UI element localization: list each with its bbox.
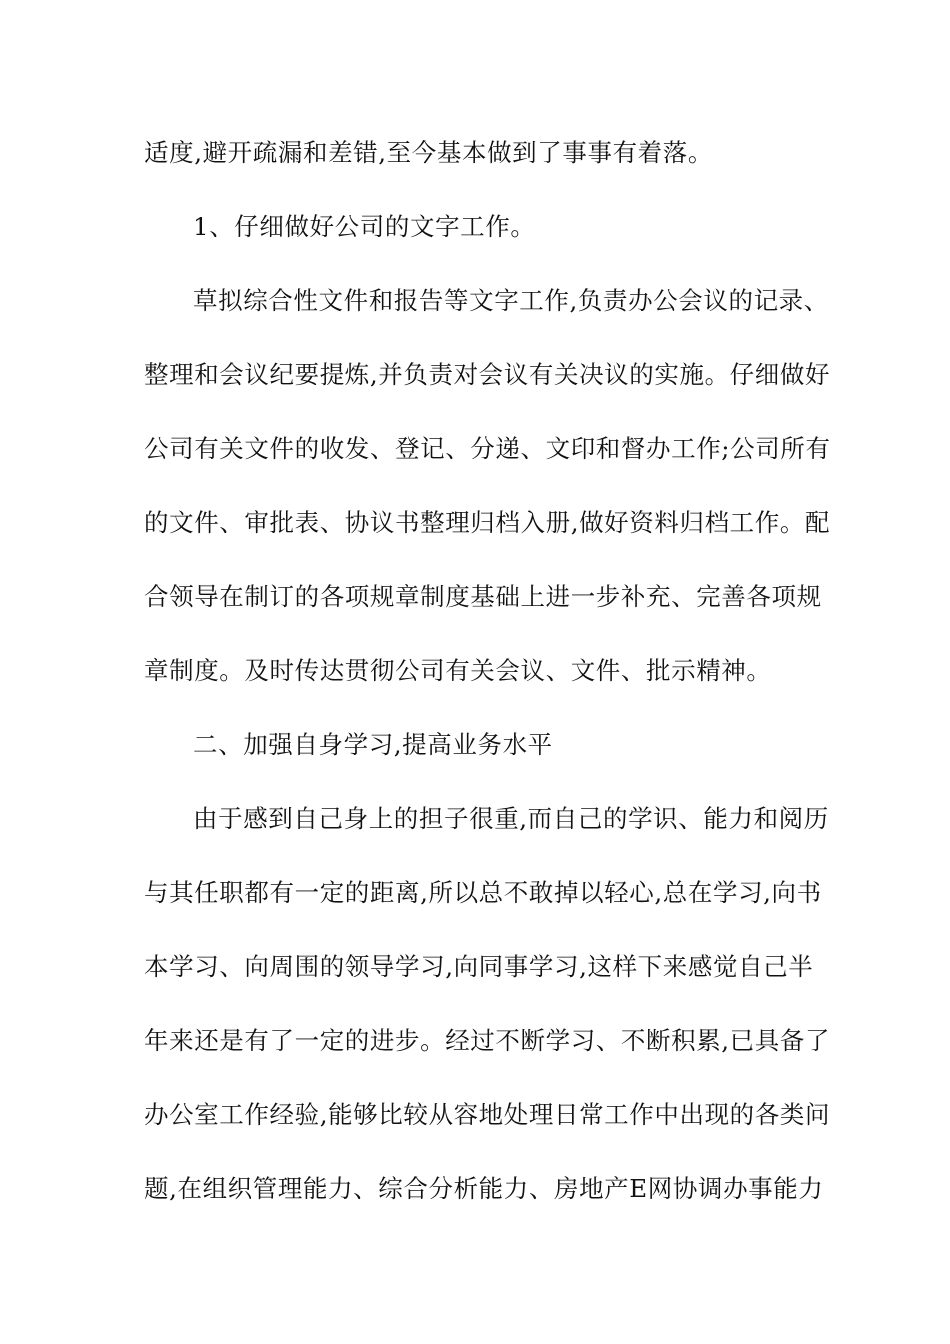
text-line: 适度,避开疏漏和差错,至今基本做到了事事有着落。 (144, 138, 713, 167)
text-line: 公司有关文件的收发、登记、分递、文印和督办工作;公司所有 (144, 434, 831, 463)
section-heading: 1、仔细做好公司的文字工作。 (193, 212, 536, 241)
section-heading: 二、加强自身学习,提高业务水平 (193, 730, 553, 759)
paragraph-first-line: 草拟综合性文件和报告等文字工作,负责办公会议的记录、 (193, 286, 829, 315)
paragraph-first-line: 由于感到自己身上的担子很重,而自己的学识、能力和阅历 (193, 804, 829, 833)
text-line: 办公室工作经验,能够比较从容地处理日常工作中出现的各类问 (144, 1100, 831, 1129)
text-line: 题,在组织管理能力、综合分析能力、房地产E网协调办事能力 (144, 1174, 824, 1203)
text-line: 章制度。及时传达贯彻公司有关会议、文件、批示精神。 (144, 656, 772, 685)
text-line: 与其任职都有一定的距离,所以总不敢掉以轻心,总在学习,向书 (144, 878, 822, 907)
text-line: 整理和会议纪要提炼,并负责对会议有关决议的实施。仔细做好 (144, 360, 831, 389)
text-line: 的文件、审批表、协议书整理归档入册,做好资料归档工作。配 (144, 508, 831, 537)
text-line: 本学习、向周围的领导学习,向同事学习,这样下来感觉自己半 (144, 952, 814, 981)
text-line: 合领导在制订的各项规章制度基础上进一步补充、完善各项规 (144, 582, 822, 611)
text-line: 年来还是有了一定的进步。经过不断学习、不断积累,已具备了 (144, 1026, 831, 1055)
